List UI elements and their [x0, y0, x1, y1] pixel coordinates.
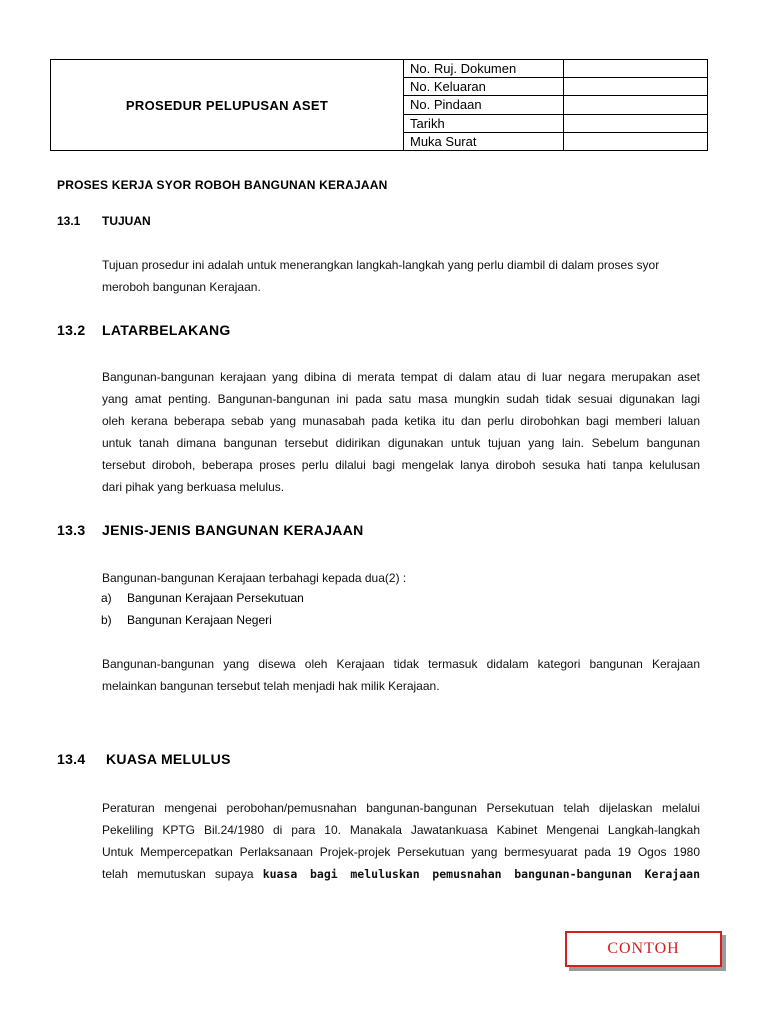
header-value-ref [564, 60, 708, 78]
paragraph-line: yang amat penting. Bangunan-bangunan ini pada satu masa mungkin sudah tidak sesuai digunakan lagi [102, 392, 700, 406]
paragraph-line: Pekeliling KPTG Bil.24/1980 di para 10. Manakala Jawatankuasa Kabinet Mengenai Langkah-langkah [102, 823, 700, 837]
header-label-amendment: No. Pindaan [404, 96, 564, 114]
list-item [101, 613, 272, 627]
header-title: PROSEDUR PELUPUSAN ASET [51, 60, 404, 151]
paragraph-line: meroboh bangunan Kerajaan. [102, 280, 261, 294]
header-label-release: No. Keluaran [404, 78, 564, 96]
paragraph-line: Bangunan-bangunan yang disewa oleh Kerajaan tidak termasuk didalam kategori bangunan Kerajaan [102, 657, 700, 671]
paragraph-line: Bangunan-bangunan kerajaan yang dibina di merata tempat di dalam atau di luar negara merupakan aset [102, 370, 700, 384]
list-item-text: Bangunan Kerajaan Negeri [127, 613, 272, 627]
paragraph-line: Untuk Mempercepatkan Perlaksanaan Projek-projek Persekutuan yang bermesyuarat pada 19 Ogos 1980 [102, 845, 700, 859]
list-item-label: a) [101, 591, 112, 605]
document-header-table [50, 59, 708, 151]
header-value-page [564, 132, 708, 150]
list-item-label: b) [101, 613, 112, 627]
section-title: LATARBELAKANG [102, 322, 231, 338]
section-paragraph [102, 797, 700, 885]
header-value-amendment [564, 96, 708, 114]
section-title: JENIS-JENIS BANGUNAN KERAJAAN [102, 522, 364, 538]
paragraph-line: untuk tanah dimana bangunan tersebut didirikan digunakan untuk tujuan yang lain. Sebelum bangunan [102, 436, 700, 450]
section-title: KUASA MELULUS [106, 751, 231, 767]
section-number: 13.3 [57, 522, 86, 538]
section-paragraph [102, 366, 700, 498]
header-value-release [564, 78, 708, 96]
header-label-ref: No. Ruj. Dokumen [404, 60, 564, 78]
section-paragraph [102, 254, 700, 298]
paragraph-line: dari pihak yang berkuasa melulus. [102, 480, 285, 494]
paragraph-line: Peraturan mengenai perobohan/pemusnahan bangunan-bangunan Persekutuan telah dijelaskan melalui [102, 801, 700, 815]
list-item [101, 591, 304, 605]
document-heading: PROSES KERJA SYOR ROBOH BANGUNAN KERAJAAN [57, 178, 388, 192]
sample-stamp: CONTOH [565, 931, 722, 967]
paragraph-line: oleh kerana beberapa sebab yang munasabah pada ketika itu dan perlu dirobohkan bagi memberi laluan [102, 414, 700, 428]
section-number: 13.1 [57, 214, 81, 228]
paragraph-text: telah memutuskan supaya [102, 867, 263, 881]
header-value-date [564, 114, 708, 132]
header-label-page: Muka Surat [404, 132, 564, 150]
paragraph-line [102, 863, 700, 885]
paragraph-bold-text: kuasa bagi meluluskan pemusnahan bangunan-bangunan Kerajaan [262, 867, 700, 881]
paragraph-line: melainkan bangunan tersebut telah menjadi hak milik Kerajaan. [102, 679, 440, 693]
section-number: 13.2 [57, 322, 86, 338]
paragraph-line: tersebut diroboh, beberapa proses perlu dilalui bagi mengelak lanya diroboh sesuka hati tanpa kelulusan [102, 458, 700, 472]
list-item-text: Bangunan Kerajaan Persekutuan [127, 591, 304, 605]
header-label-date: Tarikh [404, 114, 564, 132]
section-title: TUJUAN [102, 214, 151, 228]
paragraph-line: Tujuan prosedur ini adalah untuk menerangkan langkah-langkah yang perlu diambil di dalam proses syor [102, 258, 660, 272]
section-paragraph [102, 653, 700, 697]
section-number: 13.4 [57, 751, 86, 767]
section-intro: Bangunan-bangunan Kerajaan terbahagi kepada dua(2) : [102, 571, 407, 585]
